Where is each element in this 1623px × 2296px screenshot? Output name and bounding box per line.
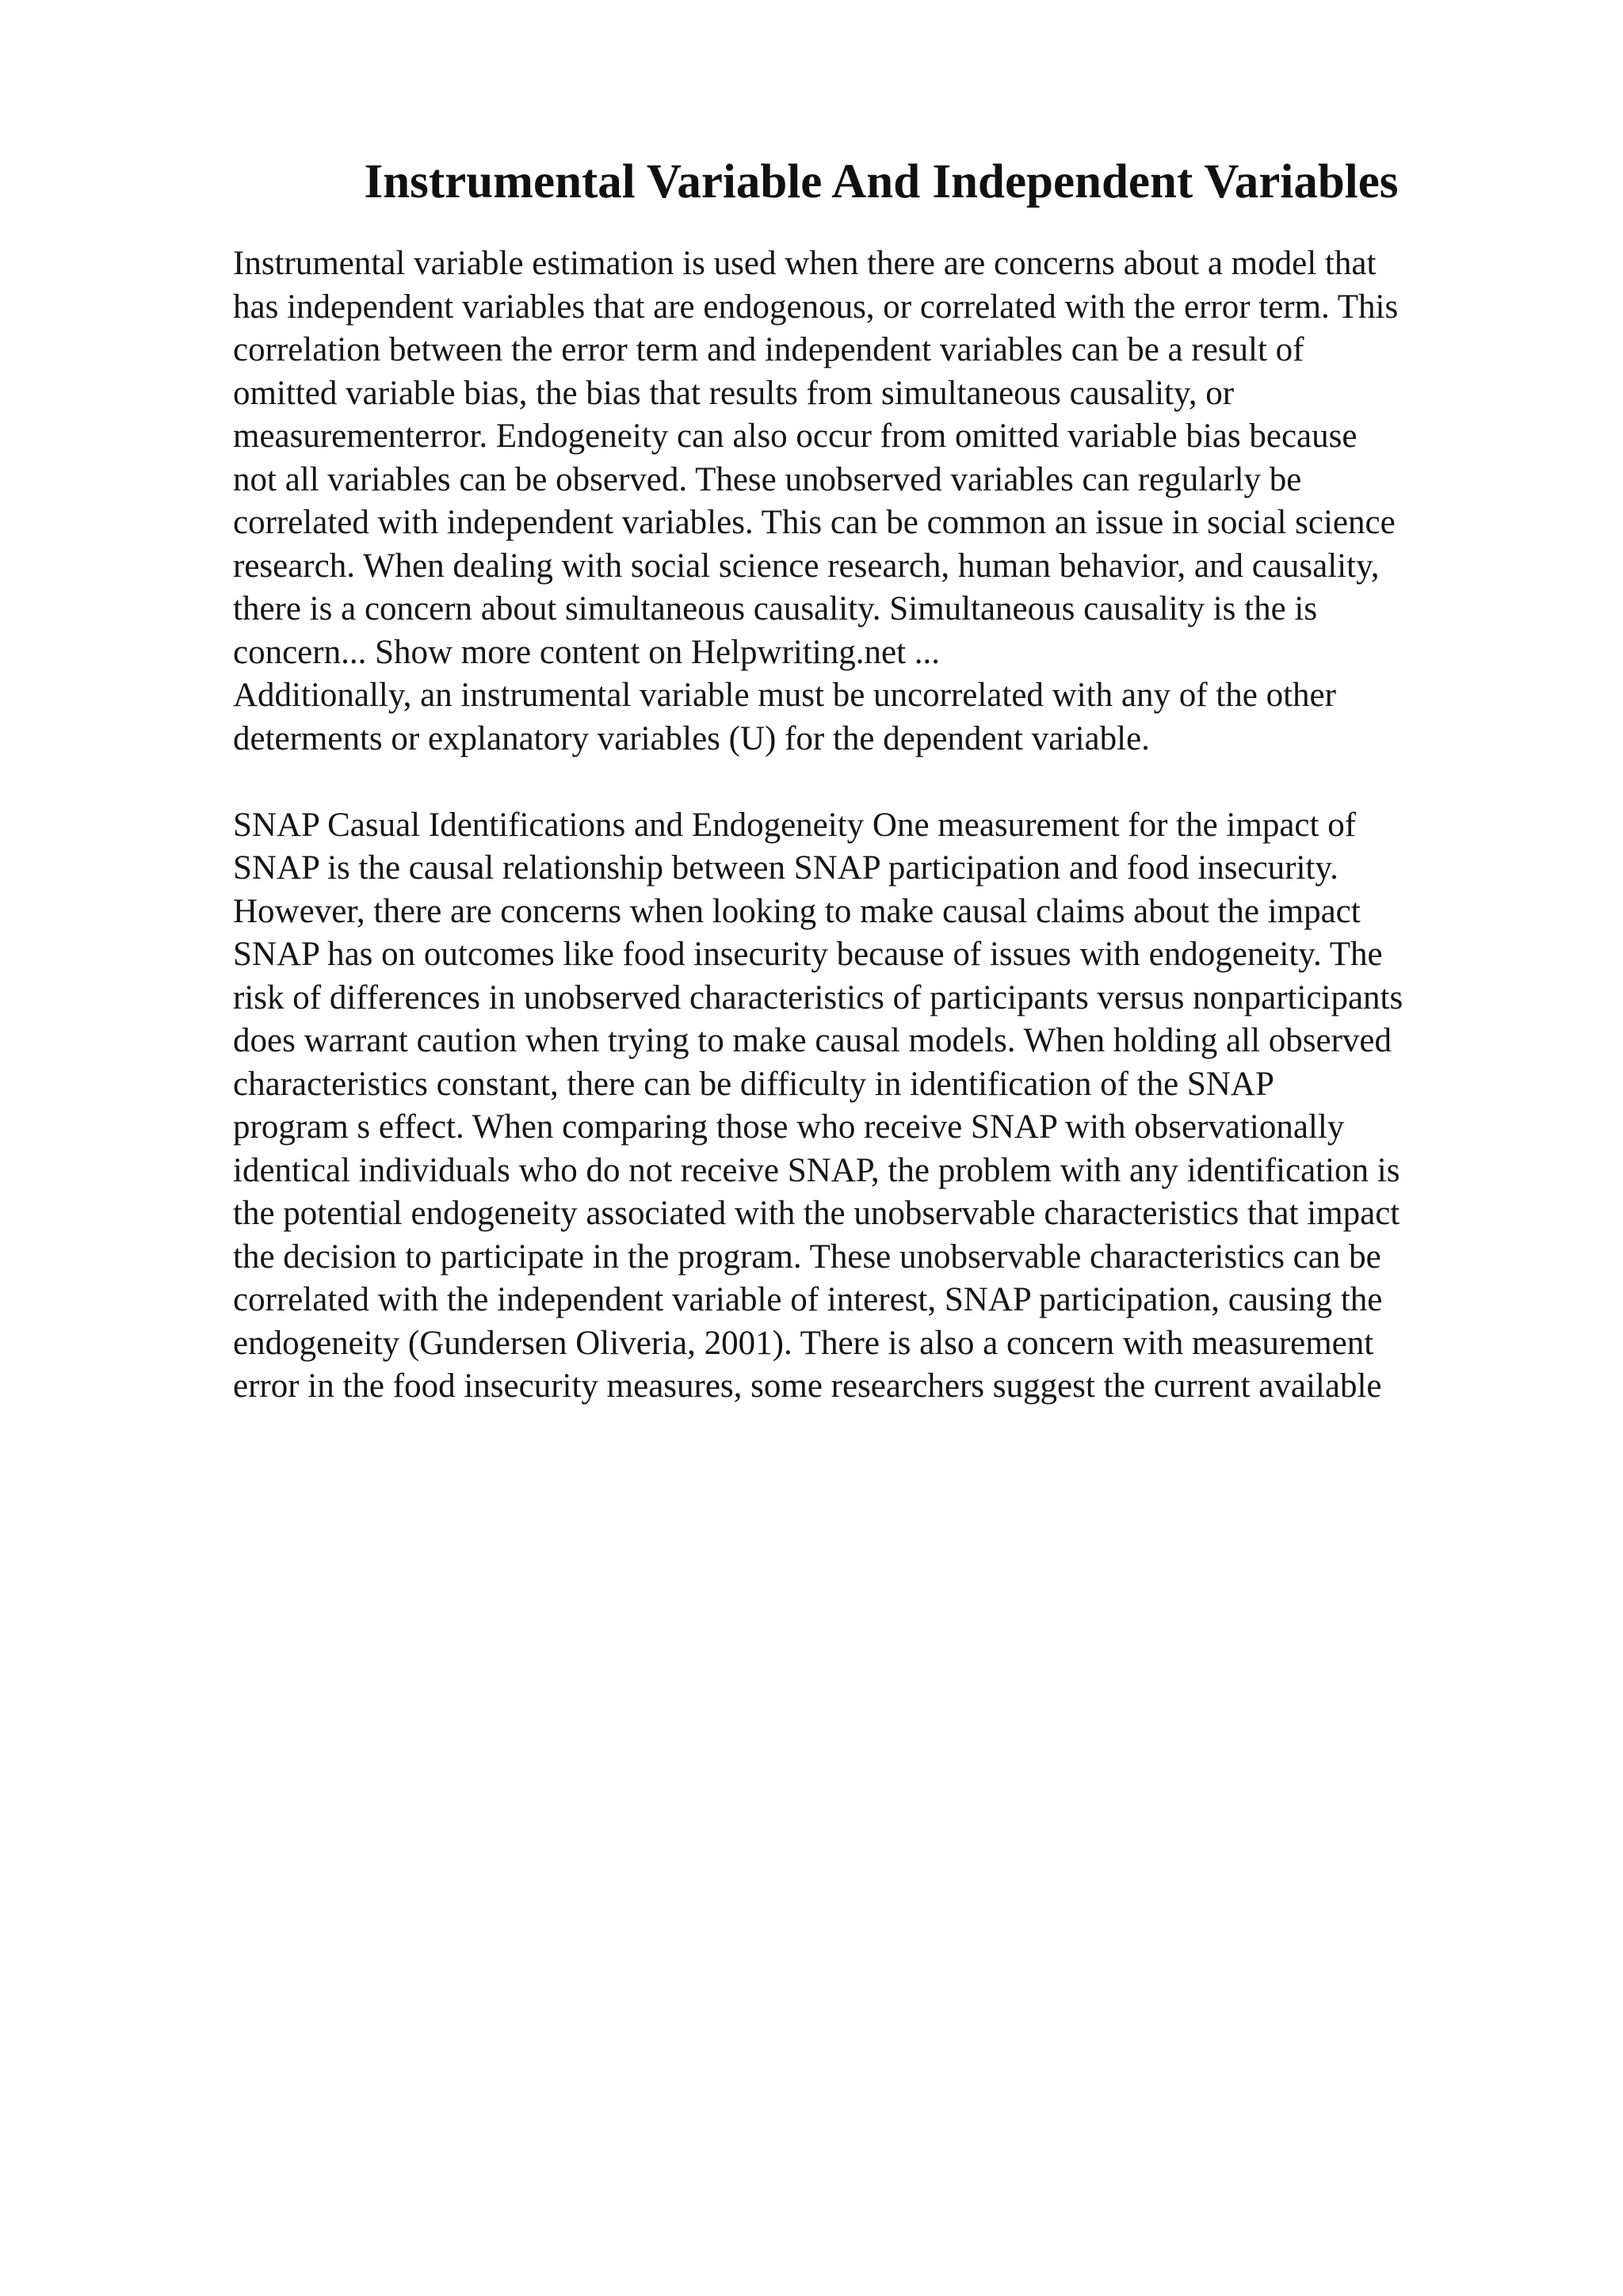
document-title: Instrumental Variable And Independent Variables bbox=[364, 155, 1399, 208]
text-line: concern... Show more content on Helpwriting.net ... bbox=[233, 633, 941, 671]
text-line: measurementerror. Endogeneity can also occur from omitted variable bias because bbox=[233, 418, 1358, 455]
text-line: SNAP Casual Identifications and Endogeneity One measurement for the impact of bbox=[233, 806, 1357, 844]
text-line: program s effect. When comparing those who receive SNAP with observationally bbox=[233, 1108, 1345, 1146]
text-line: SNAP has on outcomes like food insecurity because of issues with endogeneity. The bbox=[233, 936, 1383, 973]
text-line: there is a concern about simultaneous causality. Simultaneous causality is the is bbox=[233, 590, 1318, 627]
text-line: correlated with the independent variable of interest, SNAP participation, causing the bbox=[233, 1281, 1383, 1318]
text-line: identical individuals who do not receive SNAP, the problem with any identification is bbox=[233, 1151, 1400, 1189]
text-line: However, there are concerns when looking to make causal claims about the impact bbox=[233, 892, 1361, 930]
paragraph-instrumental-variable-estimation bbox=[233, 242, 1533, 674]
text-line: research. When dealing with social science research, human behavior, and causality, bbox=[233, 547, 1380, 585]
paragraph-spacer bbox=[233, 761, 1533, 804]
text-line: risk of differences in unobserved characteristics of participants versus nonparticipants bbox=[233, 978, 1403, 1016]
text-line: Additionally, an instrumental variable must be uncorrelated with any of the other bbox=[233, 677, 1336, 714]
text-line: has independent variables that are endogenous, or correlated with the error term. This bbox=[233, 288, 1399, 326]
text-line: SNAP is the causal relationship between SNAP participation and food insecurity. bbox=[233, 849, 1338, 887]
text-line: the potential endogeneity associated with the unobservable characteristics that impact bbox=[233, 1195, 1400, 1232]
text-line: determents or explanatory variables (U) for the dependent variable. bbox=[233, 719, 1150, 757]
text-line: does warrant caution when trying to make causal models. When holding all observed bbox=[233, 1022, 1392, 1059]
paragraph-instrument-uncorrelated bbox=[233, 674, 1533, 761]
text-line: the decision to participate in the program. These unobservable characteristics can be bbox=[233, 1238, 1381, 1276]
document-body bbox=[233, 242, 1533, 1409]
text-line: error in the food insecurity measures, some researchers suggest the current available bbox=[233, 1367, 1382, 1405]
text-line: characteristics constant, there can be difficulty in identification of the SNAP bbox=[233, 1065, 1274, 1103]
text-line: correlation between the error term and independent variables can be a result of bbox=[233, 331, 1304, 368]
text-line: omitted variable bias, the bias that results from simultaneous causality, or bbox=[233, 374, 1235, 412]
text-line: endogeneity (Gundersen Oliveria, 2001). There is also a concern with measurement bbox=[233, 1324, 1374, 1362]
text-line: not all variables can be observed. These unobserved variables can regularly be bbox=[233, 460, 1302, 498]
paragraph-snap-endogeneity bbox=[233, 804, 1533, 1409]
text-line: correlated with independent variables. This can be common an issue in social science bbox=[233, 504, 1396, 541]
text-line: Instrumental variable estimation is used when there are concerns about a model that bbox=[233, 245, 1377, 282]
